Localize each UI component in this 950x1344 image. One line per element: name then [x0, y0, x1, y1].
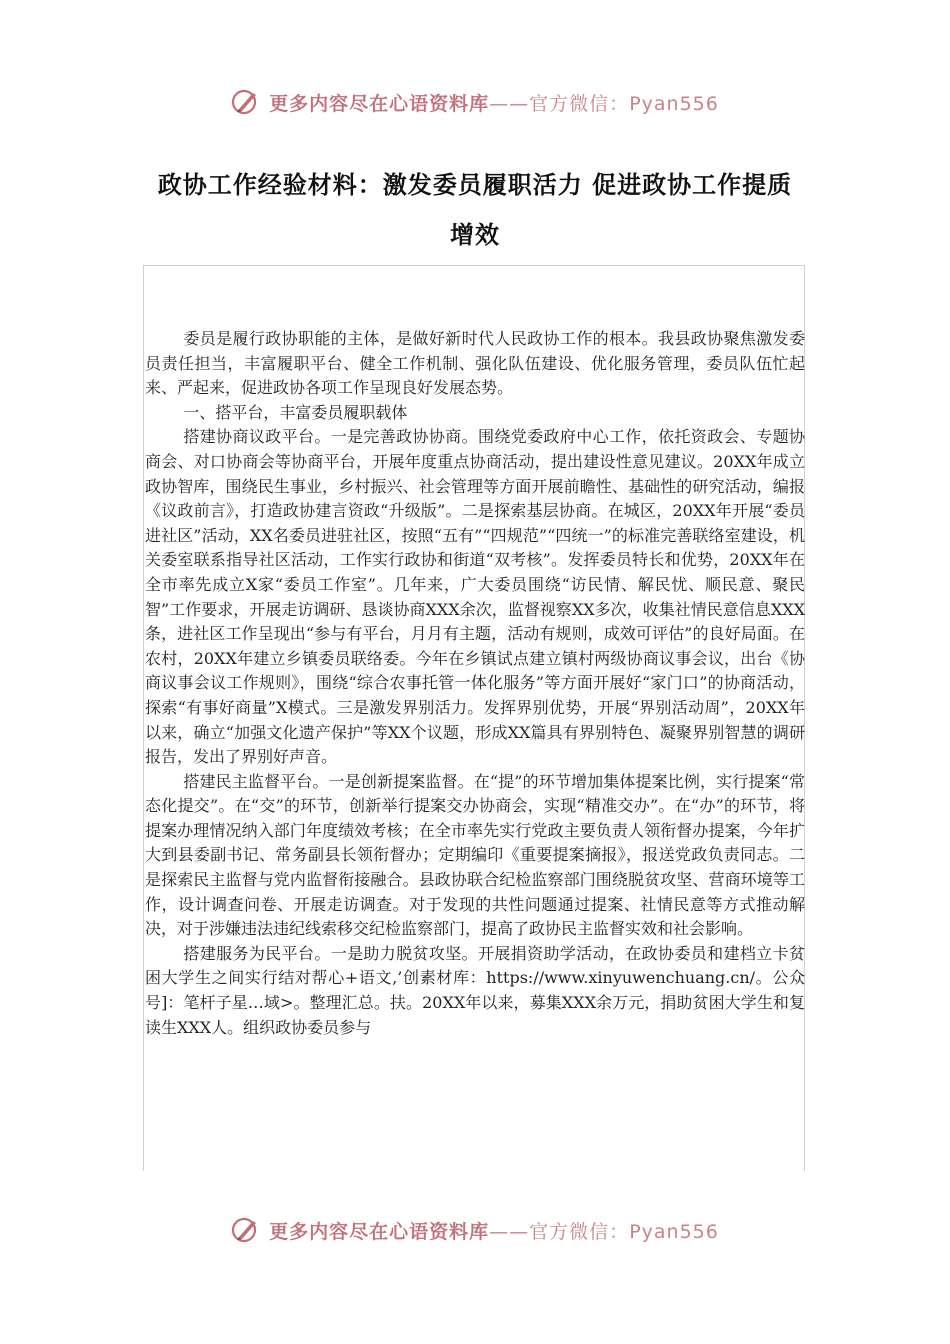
banner-text — [269, 1217, 719, 1244]
banner-wechat-id: Pyan556 — [629, 92, 719, 115]
document-title — [120, 160, 830, 260]
section-heading-1: 一、搭平台，丰富委员履职载体 — [183, 402, 408, 422]
title-line-1: 政协工作经验材料：激发委员履职活力 促进政协工作提质 — [157, 171, 793, 199]
paragraph-consultation-platform: 搭建协商议政平台。一是完善政协协商。围绕党委政府中心工作，依托资政会、专题协商会、对口协商会等协商平台，开展年度重点协商活动，提出建设性意见建议。20XX年成立政协智库，围绕民生事业，乡村振兴、社会管理等方面开展前瞻性、基础性的研究活动，编报《议政前言》，打造政协建言资政“升级版”。二是探索基层协商。在城区，20XX年开展“委员进社区”活动，XX名委员进驻社区，按照“五有”“四规范”“四统一”的标准完善联络室建设，机关委室联系指导社区活动，工作实行政协和街道“双考核”。发挥委员特长和优势，20XX年在全市率先成立X家“委员工作室”。几年来，广大委员围绕“访民情、解民忧、顺民意、聚民智”工作要求，开展走访调研、恳谈协商XXX余次，监督视察XX多次，收集社情民意信息XXX条，进社区工作呈现出“参与有平台，月月有主题，活动有规则，成效可评估”的良好局面。在农村，20XX年建立乡镇委员联络委。今年在乡镇试点建立镇村两级协商议事会议，出台《协商议事会议工作规则》，围绕“综合农事托管一体化服务”等方面开展好“家门口”的协商活动，探索“有事好商量”X模式。三是激发界别活力。发挥界别优势，开展“界别活动周”，20XX年以来，确立“加强文化遗产保护”等XX个议题，形成XX篇具有界别特色、凝聚界别智慧的调研报告，发出了界别好声音。 — [145, 427, 805, 767]
banner-separator: —— — [489, 1220, 530, 1243]
banner-wechat-label: 官方微信： — [529, 92, 630, 115]
banner-separator: —— — [489, 92, 530, 115]
banner-main-text: 更多内容尽在心语资料库 — [269, 92, 490, 115]
banner-wechat-id: Pyan556 — [629, 1220, 719, 1243]
paragraph-service-platform: 搭建服务为民平台。一是助力脱贫攻坚。开展捐资助学活动，在政协委员和建档立卡贫困大学生之间实行结对帮心+语文,’创素材库：https://www.xinyuwenchuang.cn/。公众号]：笔杆子星…域>。整理汇总。扶。20XX年以来，募集XXX余万元，捐助贫困大学生和复读生XXX人。组织政协委员参与 — [145, 943, 805, 1037]
paragraph-intro: 委员是履行政协职能的主体，是做好新时代人民政协工作的根本。我县政协聚焦激发委员责任担当，丰富履职平台、健全工作机制、强化队伍建设、优化服务管理，委员队伍忙起来、严起来，促进政协各项工作呈现良好发展态势。 — [145, 329, 805, 398]
header-banner — [0, 82, 950, 122]
banner-wechat-label: 官方微信： — [529, 1220, 630, 1243]
banner-main-text: 更多内容尽在心语资料库 — [269, 1220, 490, 1243]
pen-logo-icon — [231, 1215, 261, 1245]
pen-logo-icon — [231, 87, 261, 117]
document-body — [145, 327, 805, 1040]
paragraph-supervision-platform: 搭建民主监督平台。一是创新提案监督。在“提”的环节增加集体提案比例，实行提案“常态化提交”。在“交”的环节，创新举行提案交办协商会，实现“精准交办”。在“办”的环节，将提案办理情况纳入部门年度绩效考核；在全市率先实行党政主要负责人领衔督办提案，今年扩大到县委副书记、常务副县长领衔督办；定期编印《重要提案摘报》，报送党政负责同志。二是探索民主监督与党内监督衔接融合。县政协联合纪检监察部门围绕脱贫攻坚、营商环境等工作，设计调查问卷、开展走访调查。对于发现的共性问题通过提案、社情民意等方式推动解决，对于涉嫌违法违纪线索移交纪检监察部门，提高了政协民主监督实效和社会影响。 — [145, 771, 805, 939]
title-line-2: 增效 — [450, 221, 500, 249]
footer-banner — [0, 1210, 950, 1250]
banner-text — [269, 89, 719, 116]
